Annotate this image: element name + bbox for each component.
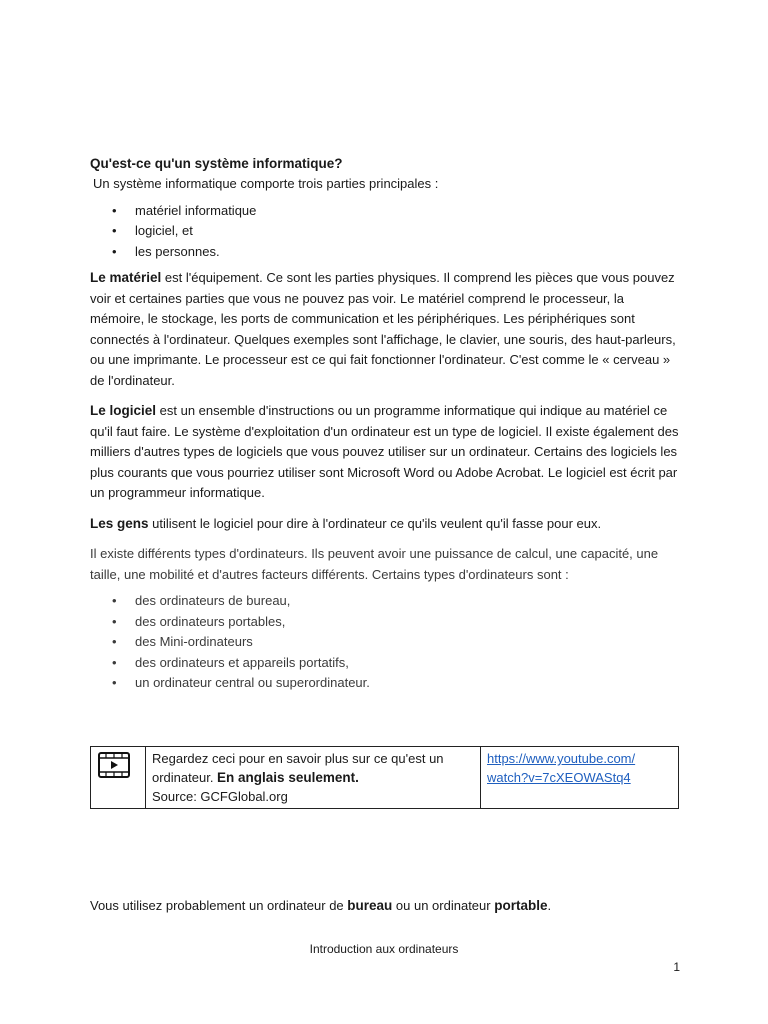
list-item: • les personnes. <box>112 243 220 259</box>
people-paragraph: Les gens utilisent le logiciel pour dire à l'ordinateur ce qu'ils veulent qu'il fasse pour eux. <box>90 515 602 531</box>
list-item: • matériel informatique <box>112 202 257 218</box>
video-link[interactable]: https://www.youtube.com/ watch?v=7cXEOWAStq4 <box>487 751 636 785</box>
hardware-paragraph: Le matériel est l'équipement. Ce sont les parties physiques. Il comprend les pièces que vous pouvez voir et certaines parties que vous ne pouvez pas voir. Le matériel comprend le processeur, la mémoire, le stockage, les ports de communication et les périphériques. Les périphériques sont connectés à l'ordinateur. Quelques exemples sont l'affichage, le clavier, une souris, des haut-parleurs, ou une imprimante. Le processeur est ce qui fait fonctionner l'ordinateur. C'est comme le « cerveau » de l'ordinateur. <box>90 270 676 388</box>
resource-table <box>90 746 679 809</box>
list-item: • des Mini-ordinateurs <box>112 634 253 649</box>
parts-list <box>90 201 680 263</box>
resource-source: Source: GCFGlobal.org <box>152 789 288 804</box>
list-item: • des ordinateurs de bureau, <box>112 593 291 608</box>
intro-text: Un système informatique comporte trois parties principales : <box>93 176 439 191</box>
section-heading: Qu'est-ce qu'un système informatique? <box>90 156 343 171</box>
resource-description: Regardez ceci pour en savoir plus sur ce qu'est un ordinateur. En anglais seulement. Source: GCFGlobal.org <box>146 747 481 809</box>
page-footer: Introduction aux ordinateurs <box>309 942 459 956</box>
table-row <box>91 747 679 809</box>
list-item: • des ordinateurs portables, <box>112 613 286 629</box>
closing-sentence: Vous utilisez probablement un ordinateur de bureau ou un ordinateur portable. <box>90 898 552 913</box>
types-list <box>90 591 680 694</box>
list-item: • un ordinateur central ou superordinateur. <box>112 675 370 690</box>
software-paragraph: Le logiciel est un ensemble d'instructions ou un programme informatique qui indique au matériel ce qu'il faut faire. Le système d'exploitation d'un ordinateur est un type de logiciel. Il existe également des milliers d'autres types de logiciels que vous pouvez utiliser sur un ordinateur. Certains des logiciels les plus courants que vous pourriez utiliser sont Microsoft Word ou Adobe Acrobat. Le logiciel est écrit par un programmeur informatique. <box>90 403 679 500</box>
types-intro: Il existe différents types d'ordinateurs. Ils peuvent avoir une puissance de calcul, une capacité, une taille, une mobilité et d'autres facteurs différents. Certains types d'ordinateurs sont : <box>90 546 659 582</box>
page-number: 1 <box>673 960 680 974</box>
video-icon <box>97 767 131 782</box>
list-item: • logiciel, et <box>112 223 193 238</box>
link-cell <box>481 747 679 809</box>
list-item: • des ordinateurs et appareils portatifs, <box>112 654 349 670</box>
icon-cell <box>91 747 146 809</box>
document-body <box>90 154 680 700</box>
